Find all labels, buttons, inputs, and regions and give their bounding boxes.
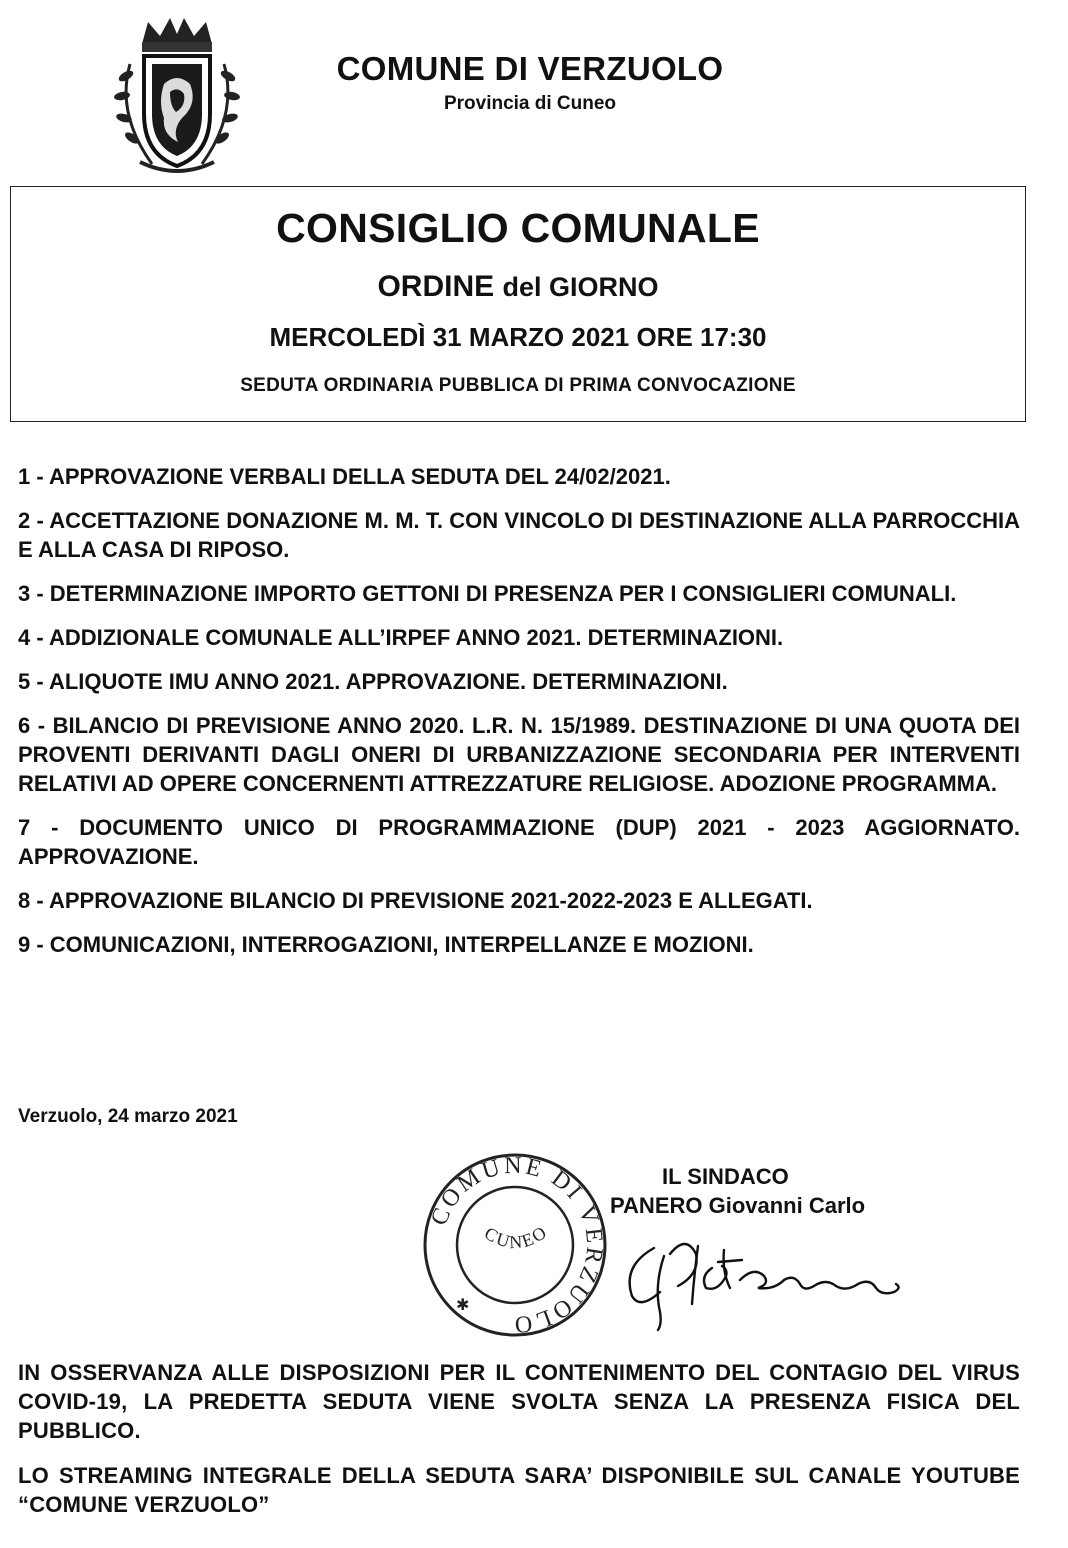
covid-notice xyxy=(18,1358,1020,1535)
agenda-item: 6 - BILANCIO DI PREVISIONE ANNO 2020. L.R. N. 15/1989. DESTINAZIONE DI UNA QUOTA DEI PROVENTI DERIVANTI DAGLI ONERI DI URBANIZZAZIONE SECONDARIA PER INTERVENTI RELATIVI AD OPERE CONCERNENTI ATTREZZATURE RELIGIOSE. ADOZIONE PROGRAMMA. xyxy=(18,713,1020,796)
svg-text:CUNEO xyxy=(481,1221,552,1252)
coat-of-arms-icon xyxy=(112,14,242,176)
agenda-item: 5 - ALIQUOTE IMU ANNO 2021. APPROVAZIONE. DETERMINAZIONI. xyxy=(18,669,728,694)
notice-paragraph: IN OSSERVANZA ALLE DISPOSIZIONI PER IL CONTENIMENTO DEL CONTAGIO DEL VIRUS COVID-19, LA PREDETTA SEDUTA VIENE SVOLTA SENZA LA PRESENZA FISICA DEL PUBBLICO. xyxy=(18,1360,1020,1443)
official-stamp-icon xyxy=(418,1148,612,1342)
agenda-item: 3 - DETERMINAZIONE IMPORTO GETTONI DI PRESENZA PER I CONSIGLIERI COMUNALI. xyxy=(18,581,957,606)
agenda-item: 1 - APPROVAZIONE VERBALI DELLA SEDUTA DEL 24/02/2021. xyxy=(18,464,671,489)
mayor-role: IL SINDACO xyxy=(662,1164,789,1189)
stamp-outer-text: COMUNE DI VERZUOLO xyxy=(426,1152,608,1338)
agenda-item: 4 - ADDIZIONALE COMUNALE ALL’IRPEF ANNO 2021. DETERMINAZIONI. xyxy=(18,625,784,650)
province-name: Provincia di Cuneo xyxy=(443,93,617,114)
municipality-name: COMUNE DI VERZUOLO xyxy=(336,50,724,87)
notice-paragraph: LO STREAMING INTEGRALE DELLA SEDUTA SARA’ DISPONIBILE SUL CANALE YOUTUBE “COMUNE VERZUOLO” xyxy=(18,1463,1020,1517)
agenda-item: 9 - COMUNICAZIONI, INTERROGAZIONI, INTERPELLANZE E MOZIONI. xyxy=(18,932,754,957)
agenda-item: 7 - DOCUMENTO UNICO DI PROGRAMMAZIONE (DUP) 2021 - 2023 AGGIORNATO. APPROVAZIONE. xyxy=(18,815,1020,869)
mayor-name: PANERO Giovanni Carlo xyxy=(610,1193,866,1218)
agenda-item: 8 - APPROVAZIONE BILANCIO DI PREVISIONE 2021-2022-2023 E ALLEGATI. xyxy=(18,888,813,913)
place-and-date: Verzuolo, 24 marzo 2021 xyxy=(18,1106,238,1127)
session-type: SEDUTA ORDINARIA PUBBLICA DI PRIMA CONVOCAZIONE xyxy=(240,375,796,396)
handwritten-signature-icon xyxy=(614,1226,914,1336)
agenda-word: ORDINE xyxy=(377,270,495,303)
council-title: CONSIGLIO COMUNALE xyxy=(276,205,760,251)
agenda-title xyxy=(11,270,1025,304)
meeting-date: MERCOLEDÌ 31 MARZO 2021 ORE 17:30 xyxy=(269,322,767,352)
title-box xyxy=(10,186,1026,422)
svg-text:✱: ✱ xyxy=(456,1295,470,1314)
agenda-list xyxy=(18,462,1020,974)
stamp-inner-text: CUNEO xyxy=(480,1221,552,1253)
agenda-item: 2 - ACCETTAZIONE DONAZIONE M. M. T. CON VINCOLO DI DESTINAZIONE ALLA PARROCCHIA E ALLA CASA DI RIPOSO. xyxy=(18,508,1020,562)
mayor-block xyxy=(610,1162,940,1220)
agenda-rest: del GIORNO xyxy=(502,272,659,302)
